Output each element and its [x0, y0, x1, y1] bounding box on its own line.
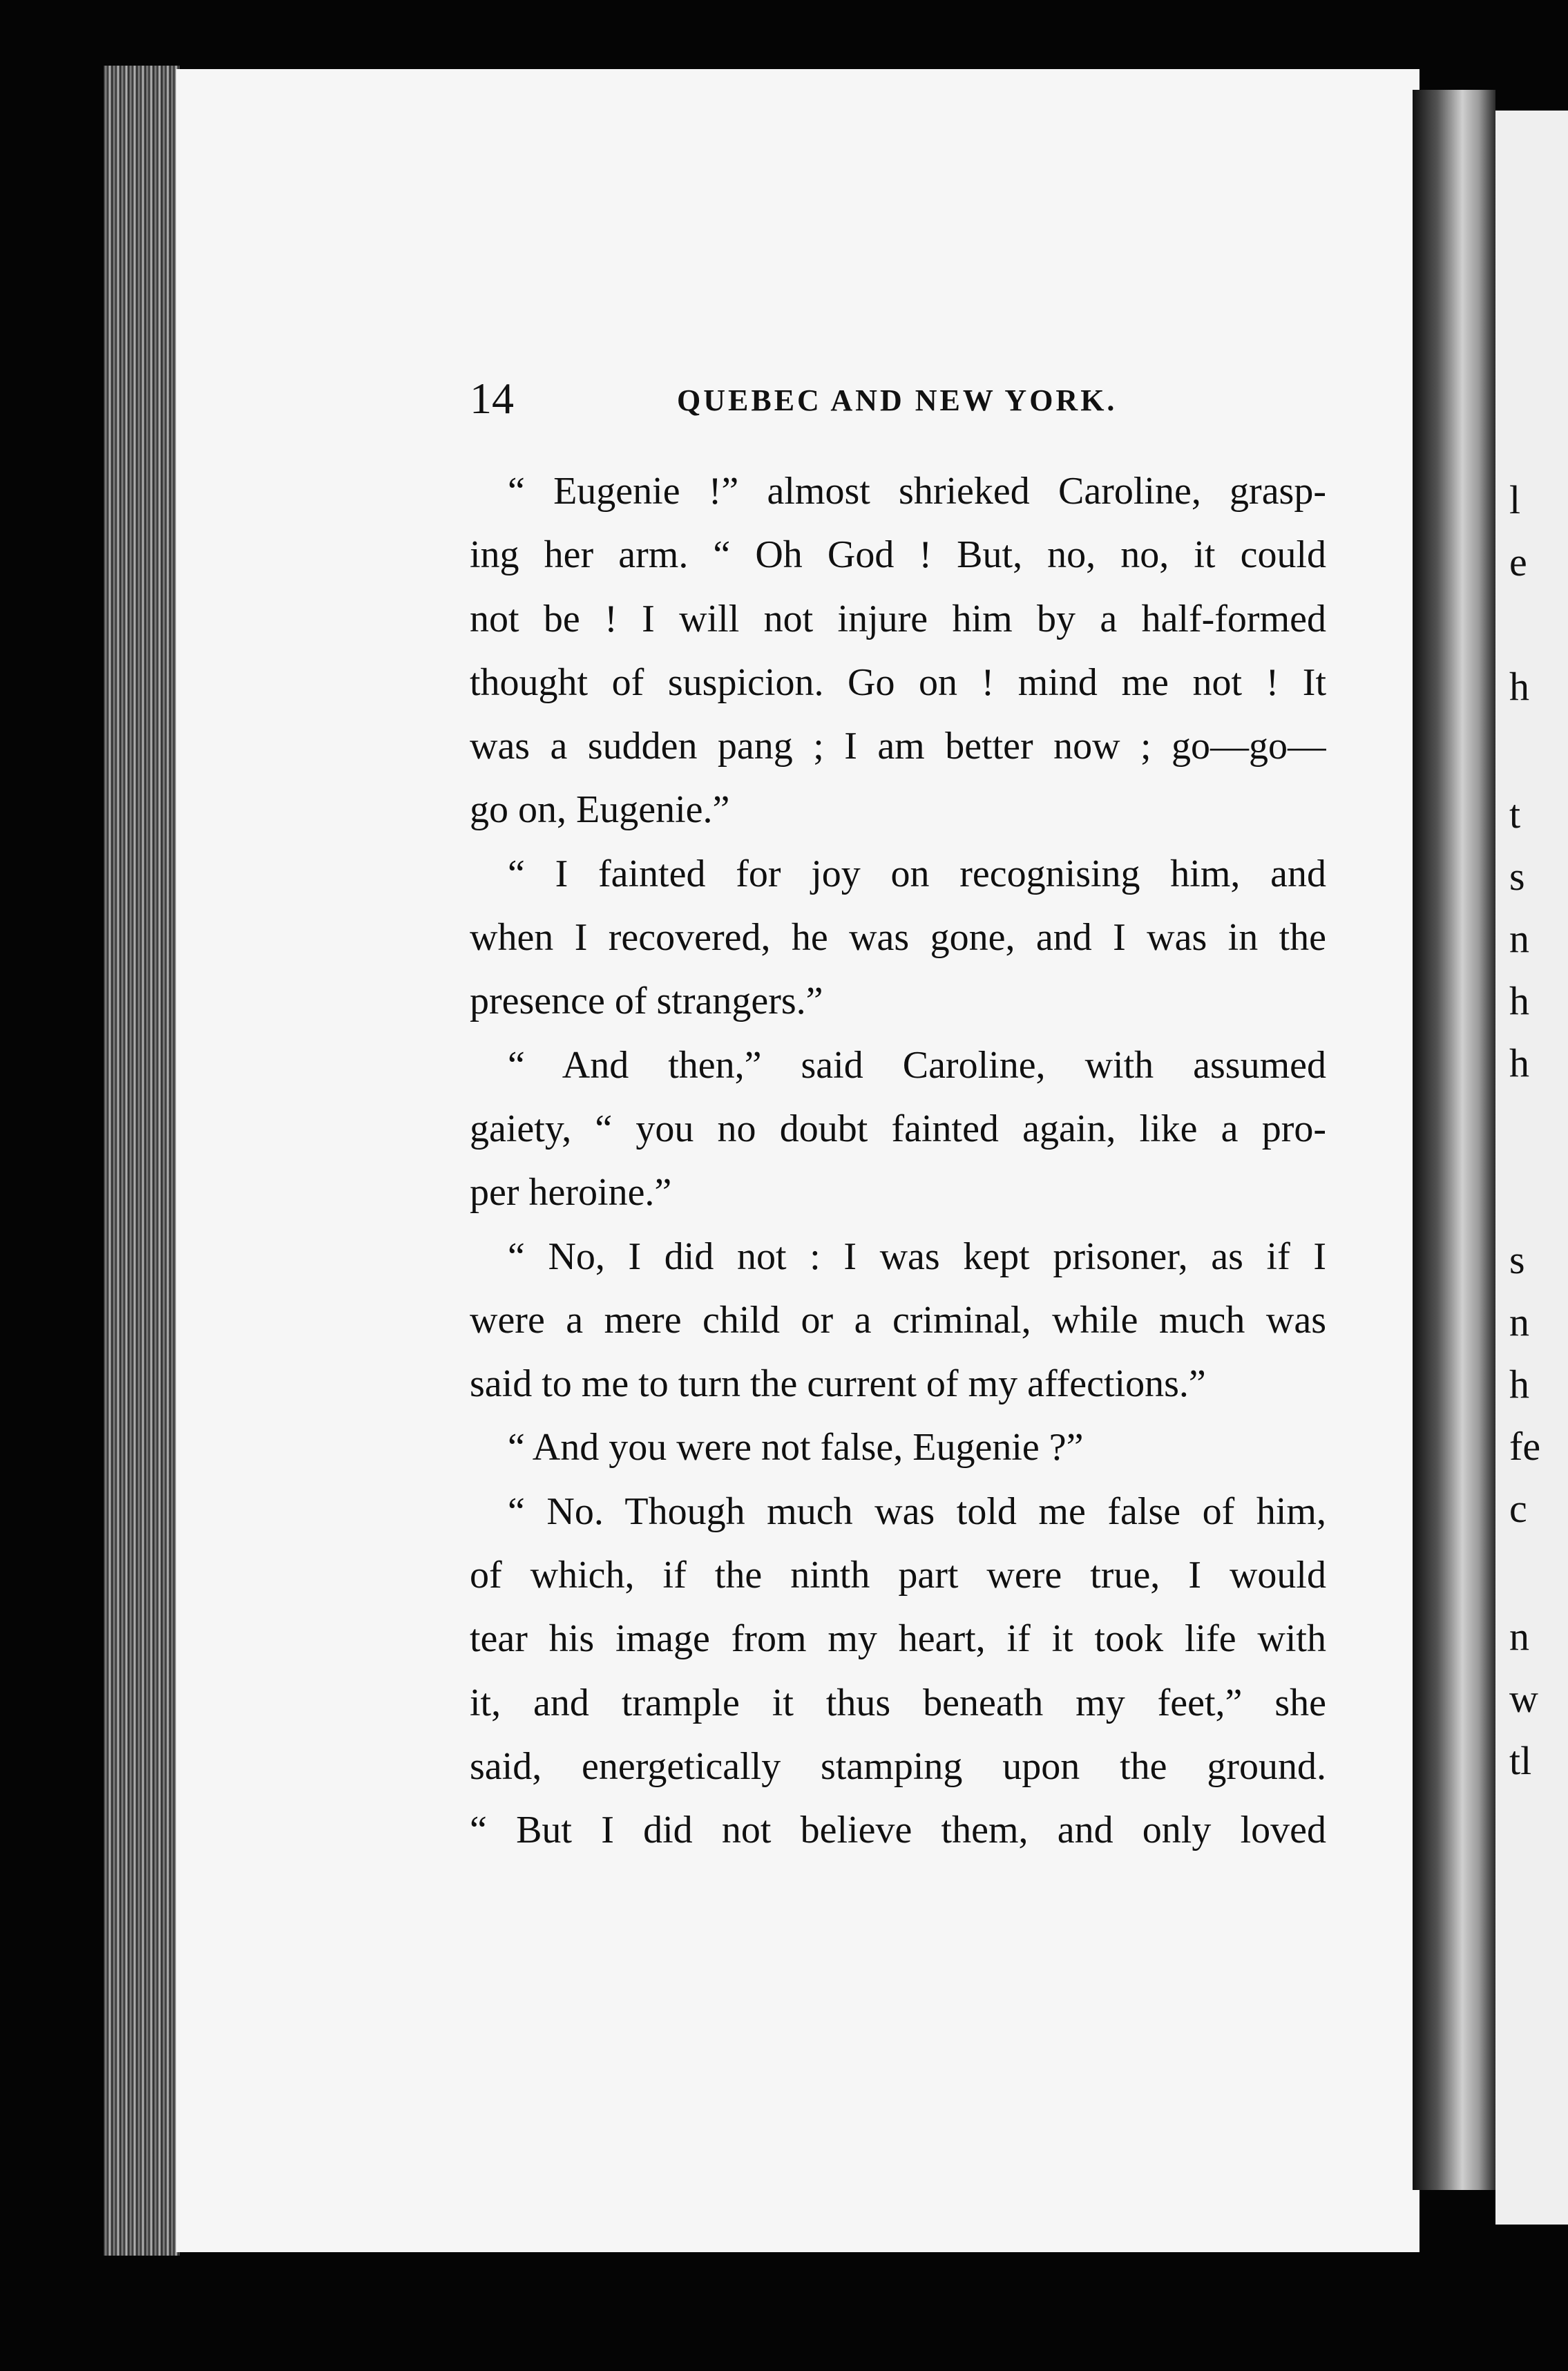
- text-line: said to me to turn the current of my affections.”: [470, 1362, 1206, 1406]
- facing-page-letter: n: [1509, 1299, 1529, 1344]
- body-text: [470, 459, 1326, 1863]
- facing-page-letter: w: [1509, 1676, 1538, 1721]
- facing-page-letter: s: [1509, 1237, 1525, 1282]
- facing-page-letter: h: [1509, 978, 1529, 1023]
- text-line: gaiety, “ you no doubt fainted again, like a pro-: [470, 1107, 1326, 1150]
- text-line: tear his image from my heart, if it took life with: [470, 1617, 1326, 1661]
- text-line: “ No. Though much was told me false of him,: [508, 1489, 1326, 1533]
- text-line: thought of suspicion. Go on ! mind me not ! It: [470, 660, 1326, 704]
- text-line: presence of strangers.”: [470, 980, 823, 1023]
- text-line: when I recovered, he was gone, and I was in the: [470, 916, 1326, 960]
- page-edges: [104, 66, 180, 2256]
- facing-page-letter: fe: [1509, 1424, 1541, 1469]
- text-line: not be ! I will not injure him by a half-formed: [470, 597, 1326, 640]
- facing-page-letter: h: [1509, 664, 1529, 709]
- text-line: “ Eugenie !” almost shrieked Caroline, grasp-: [508, 470, 1326, 513]
- facing-page-letter: t: [1509, 792, 1521, 837]
- text-line: per heroine.”: [470, 1171, 672, 1215]
- text-line: “ And you were not false, Eugenie ?”: [508, 1426, 1084, 1469]
- text-line: of which, if the ninth part were true, I would: [470, 1554, 1326, 1597]
- text-line: “ No, I did not : I was kept prisoner, as if I: [508, 1235, 1326, 1278]
- text-line: go on, Eugenie.”: [470, 788, 730, 832]
- text-line: “ And then,” said Caroline, with assumed: [508, 1043, 1326, 1087]
- facing-page-letter: h: [1509, 1040, 1529, 1085]
- text-line: “ But I did not believe them, and only loved: [470, 1809, 1326, 1852]
- facing-page-letter: e: [1509, 540, 1527, 584]
- text-line: “ I fainted for joy on recognising him, and: [508, 852, 1326, 895]
- text-line: said, energetically stamping upon the ground.: [470, 1744, 1326, 1788]
- text-line: was a sudden pang ; I am better now ; go—go—: [470, 725, 1326, 768]
- text-line: were a mere child or a criminal, while much was: [470, 1298, 1326, 1342]
- page-number: 14: [470, 374, 514, 423]
- page-header: [470, 373, 1326, 428]
- text-line: it, and trample it thus beneath my feet,” she: [470, 1681, 1326, 1724]
- facing-page-letter: h: [1509, 1362, 1529, 1407]
- facing-page-fragment: [1495, 111, 1568, 2225]
- facing-page-letter: c: [1509, 1486, 1527, 1531]
- facing-page-letter: tl: [1509, 1738, 1532, 1783]
- facing-page-letter: n: [1509, 1614, 1529, 1659]
- facing-page-letter: l: [1509, 477, 1521, 522]
- facing-page-letter: n: [1509, 916, 1529, 961]
- running-head: QUEBEC AND NEW YORK.: [677, 383, 1118, 417]
- text-line: ing her arm. “ Oh God ! But, no, no, it could: [470, 533, 1326, 577]
- facing-page-letter: s: [1509, 854, 1525, 899]
- book-gutter: [1413, 90, 1495, 2190]
